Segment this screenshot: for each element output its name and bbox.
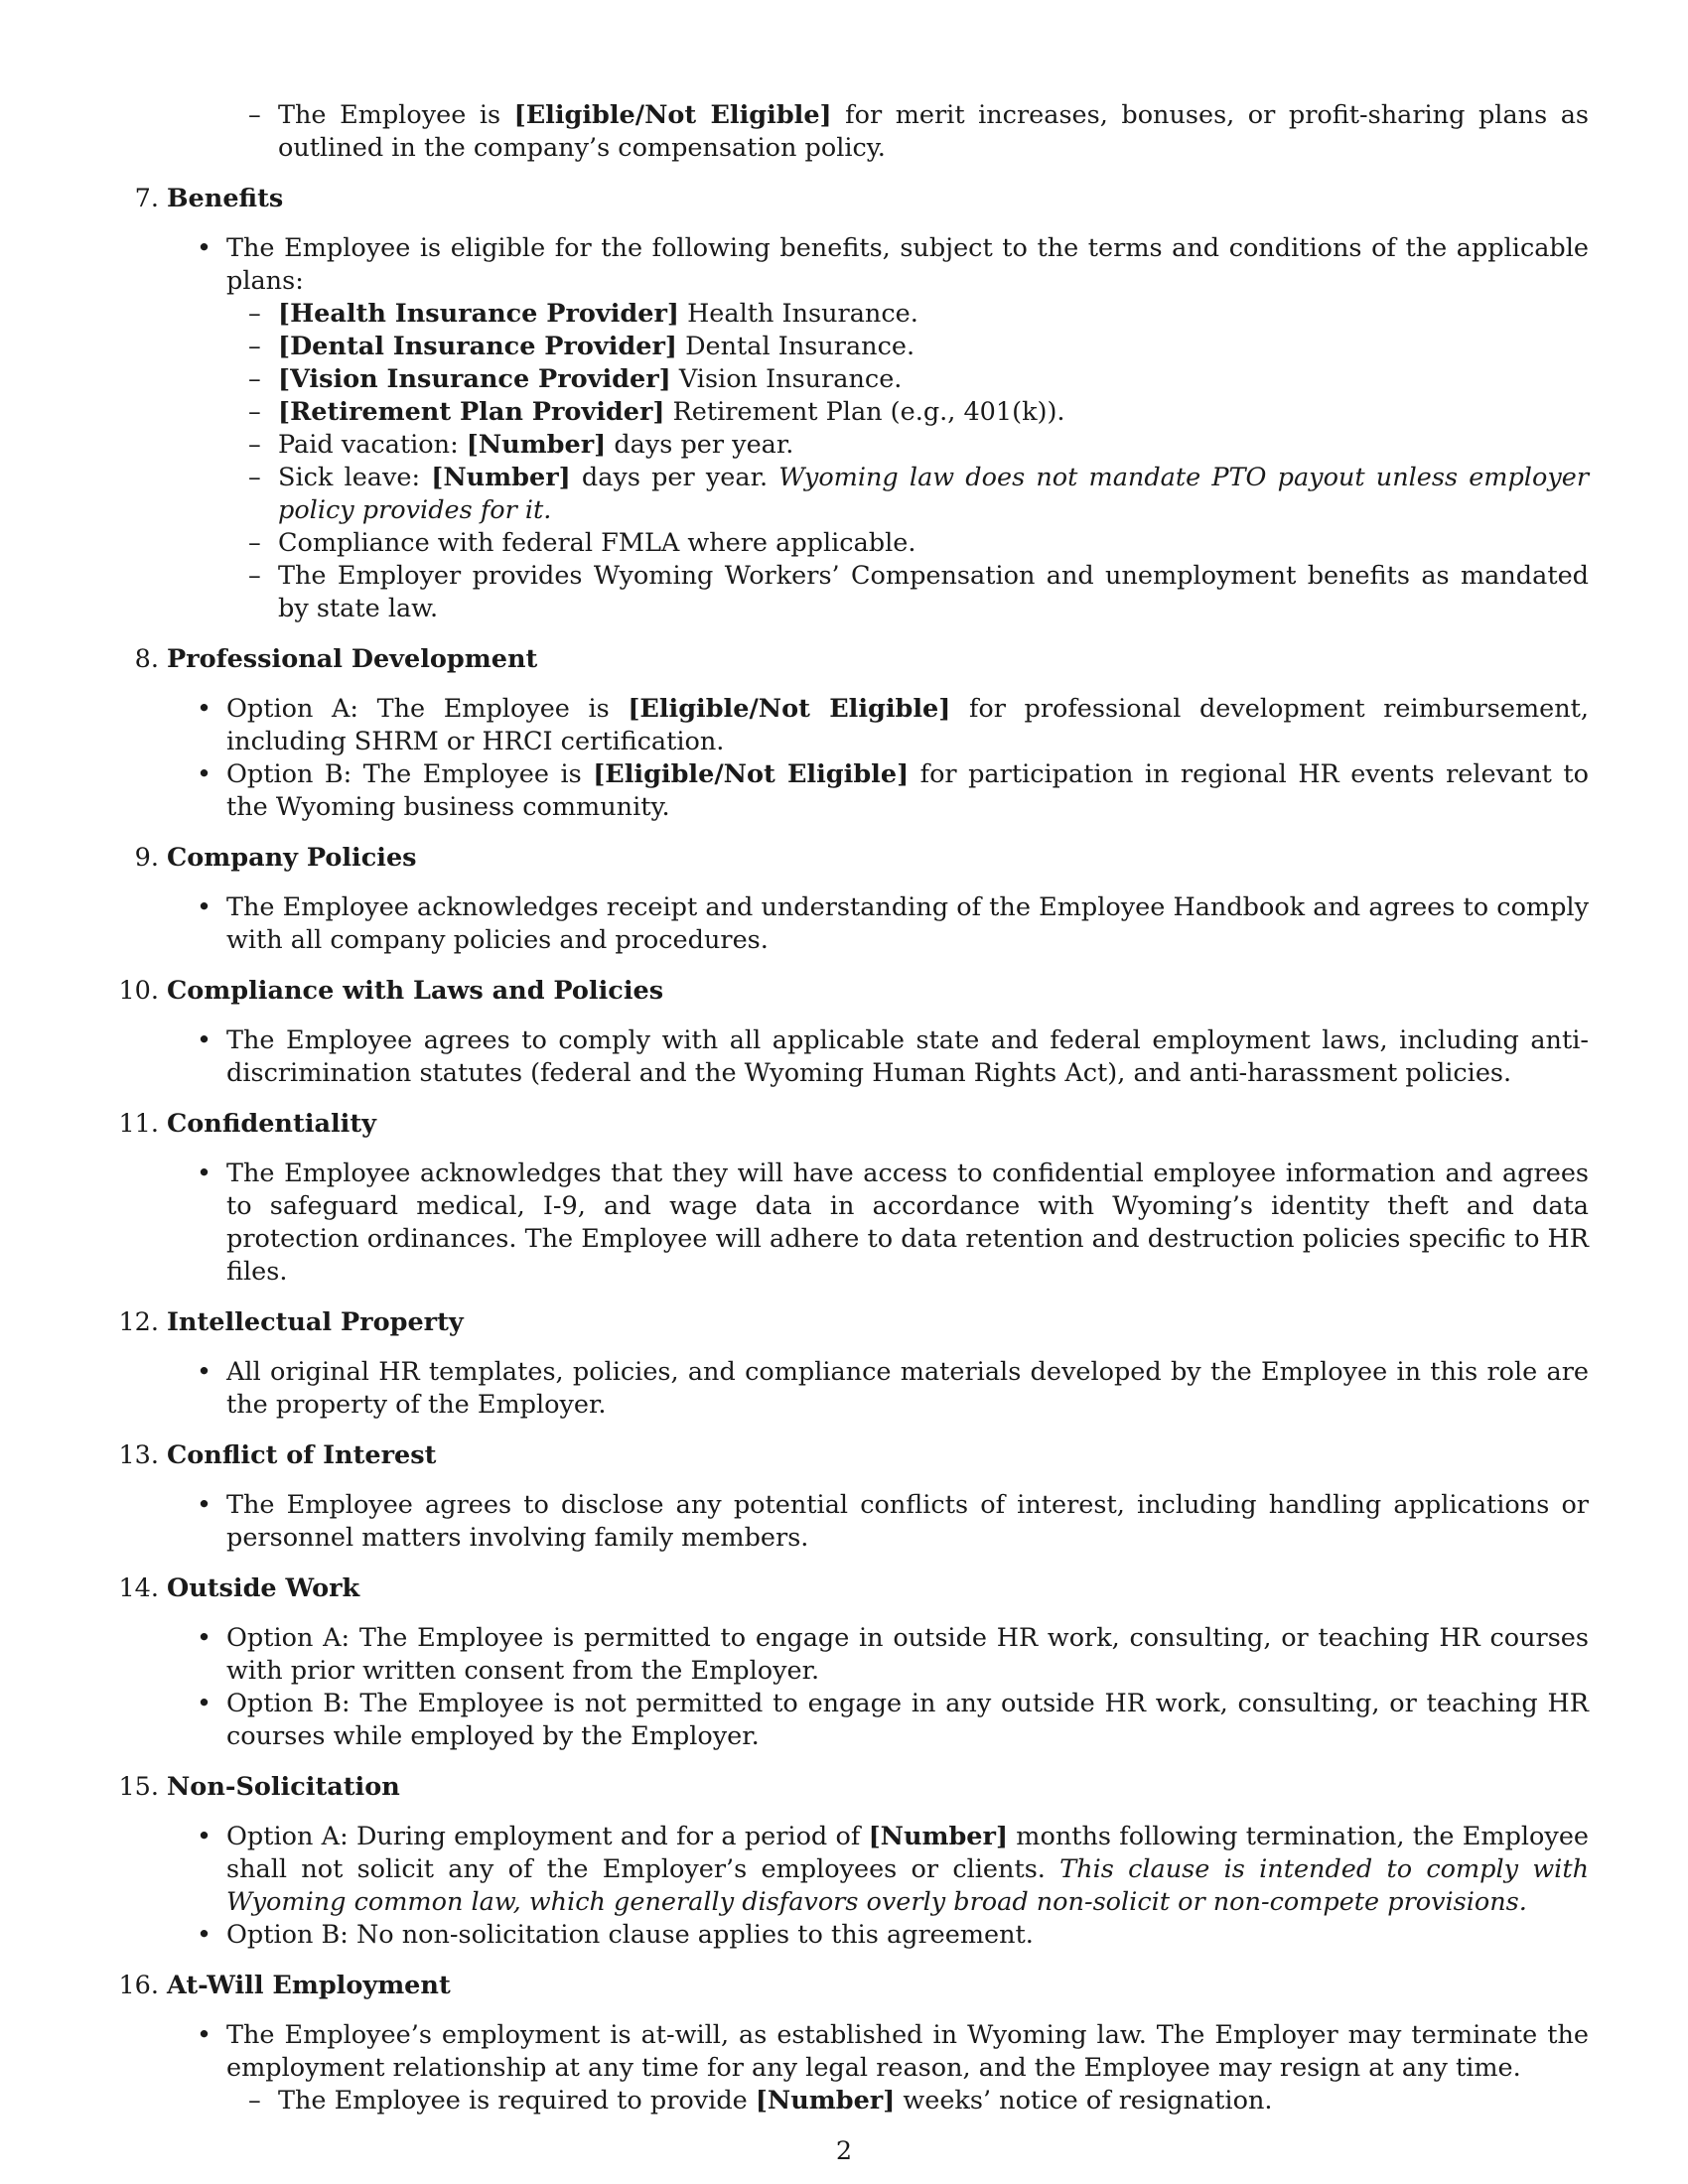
section-title: Professional Development <box>167 644 538 674</box>
benefits-dash-list <box>226 298 1589 625</box>
section-company-policies <box>134 842 1589 875</box>
dash-item: – [Retirement Plan Provider] Retirement Plan (e.g., 401(k)). <box>226 396 1589 429</box>
section-title: At-Will Employment <box>167 1971 451 2000</box>
list-item: • The Employee’s employment is at-will, as established in Wyoming law. The Employer may terminate the employment relationship at any time for any legal reason, and the Employee may resign at any time. – The Employee is required to provide [Number] weeks’ notice of resignation. <box>167 2019 1589 2117</box>
section-number: 14. <box>118 1573 159 1603</box>
section-number: 15. <box>118 1772 159 1802</box>
section-title: Intellectual Property <box>167 1307 464 1337</box>
section-benefits <box>134 183 1589 215</box>
section-non-solicitation <box>118 1771 1589 1804</box>
section-number: 8. <box>134 644 159 674</box>
list-item: • Option B: The Employee is [Eligible/Not Eligible] for participation in regional HR events relevant to the Wyoming business community. <box>167 758 1589 824</box>
list-item: • Option B: The Employee is not permitted to engage in any outside HR work, consulting, or teaching HR courses while employed by the Employer. <box>167 1688 1589 1753</box>
section-number: 10. <box>118 976 159 1006</box>
bullet-list <box>167 1622 1589 1753</box>
section-professional-development <box>134 643 1589 676</box>
list-item: • The Employee agrees to comply with all applicable state and federal employment laws, including anti-discrimination statutes (federal and the Wyoming Human Rights Act), and anti-harassment policies. <box>167 1024 1589 1090</box>
section-intellectual-property <box>118 1306 1589 1339</box>
intro-dash-item: – The Employee is [Eligible/Not Eligible] for merit increases, bonuses, or profit-sharing plans as outlined in the company’s compensation policy. <box>167 99 1589 165</box>
dash-item: – Sick leave: [Number] days per year. Wyoming law does not mandate PTO payout unless employer policy provides for it. <box>226 462 1589 527</box>
bullet-list <box>167 1158 1589 1289</box>
list-item: • Option A: The Employee is [Eligible/Not Eligible] for professional development reimbursement, including SHRM or HRCI certification. <box>167 693 1589 758</box>
bullet-list <box>167 693 1589 824</box>
bullet-list <box>167 1024 1589 1090</box>
bullet-list <box>167 1821 1589 1952</box>
dash-item: – The Employee is required to provide [Number] weeks’ notice of resignation. <box>226 2085 1589 2117</box>
section-number: 13. <box>118 1440 159 1470</box>
bullet-list <box>167 891 1589 957</box>
dash-list <box>226 2085 1589 2117</box>
section-title: Non-Solicitation <box>167 1772 400 1802</box>
dash-item: – The Employer provides Wyoming Workers’ Compensation and unemployment benefits as mandated by state law. <box>226 560 1589 625</box>
list-item: • All original HR templates, policies, and compliance materials developed by the Employee in this role are the property of the Employer. <box>167 1356 1589 1422</box>
dash-item: – [Vision Insurance Provider] Vision Insurance. <box>226 363 1589 396</box>
section-number: 11. <box>118 1109 159 1139</box>
dash-item: – Compliance with federal FMLA where applicable. <box>226 527 1589 560</box>
section-title: Benefits <box>167 184 284 213</box>
list-item: • The Employee acknowledges that they will have access to confidential employee information and agrees to safeguard medical, I-9, and wage data in accordance with Wyoming’s identity theft and data protection ordinances. The Employee will adhere to data retention and destruction policies specific to HR files. <box>167 1158 1589 1289</box>
benefits-bullet-list <box>167 232 1589 625</box>
list-item: • Option A: During employment and for a period of [Number] months following termination, the Employee shall not solicit any of the Employer’s employees or clients. This clause is intended to comply with Wyoming common law, which generally disfavors overly broad non-solicit or non-compete provisions. <box>167 1821 1589 1919</box>
section-number: 7. <box>134 184 159 213</box>
section-title: Company Policies <box>167 843 417 873</box>
section-title: Outside Work <box>167 1573 360 1603</box>
document-body <box>118 99 1590 2117</box>
bullet-list <box>167 1356 1589 1422</box>
intro-dash-list <box>167 99 1589 165</box>
bullet-list <box>167 2019 1589 2117</box>
list-item: • The Employee agrees to disclose any potential conflicts of interest, including handling applications or personnel matters involving family members. <box>167 1489 1589 1555</box>
list-item: • The Employee is eligible for the following benefits, subject to the terms and conditions of the applicable plans: – [Health Insurance Provider] Health Insurance. – [Dental Insurance Provider] Dental Insurance. – [Vision Insurance Provider] Vision Insurance. – [Retirement Plan Provider] Retirement Plan (e.g., 401(k)). – Paid vacation: [Number] days per year. – Sick leave: [Number] days per year. Wyoming law does not mandate PTO payout unless employer policy provides for it. – Compliance with federal FMLA where applicable. – The Employer provides Wyoming Workers’ Compensation and unemployment benefits as mandated by state law. <box>167 232 1589 625</box>
list-item: • Option A: The Employee is permitted to engage in outside HR work, consulting, or teaching HR courses with prior written consent from the Employer. <box>167 1622 1589 1688</box>
section-confidentiality <box>118 1108 1589 1141</box>
page-number: 2 <box>835 2136 853 2166</box>
section-compliance <box>118 975 1589 1008</box>
dash-item: – [Dental Insurance Provider] Dental Insurance. <box>226 331 1589 363</box>
section-outside-work <box>118 1572 1589 1605</box>
dash-item: – Paid vacation: [Number] days per year. <box>226 429 1589 462</box>
section-conflict-of-interest <box>118 1439 1589 1472</box>
list-item: • Option B: No non-solicitation clause applies to this agreement. <box>167 1919 1589 1952</box>
section-title: Confidentiality <box>167 1109 376 1139</box>
section-at-will-employment <box>118 1970 1589 2002</box>
section-number: 9. <box>134 843 159 873</box>
section-title: Conflict of Interest <box>167 1440 437 1470</box>
bullet-list <box>167 1489 1589 1555</box>
list-item: • The Employee acknowledges receipt and understanding of the Employee Handbook and agrees to comply with all company policies and procedures. <box>167 891 1589 957</box>
section-title: Compliance with Laws and Policies <box>167 976 664 1006</box>
section-number: 16. <box>118 1971 159 2000</box>
dash-item: – [Health Insurance Provider] Health Insurance. <box>226 298 1589 331</box>
section-number: 12. <box>118 1307 159 1337</box>
